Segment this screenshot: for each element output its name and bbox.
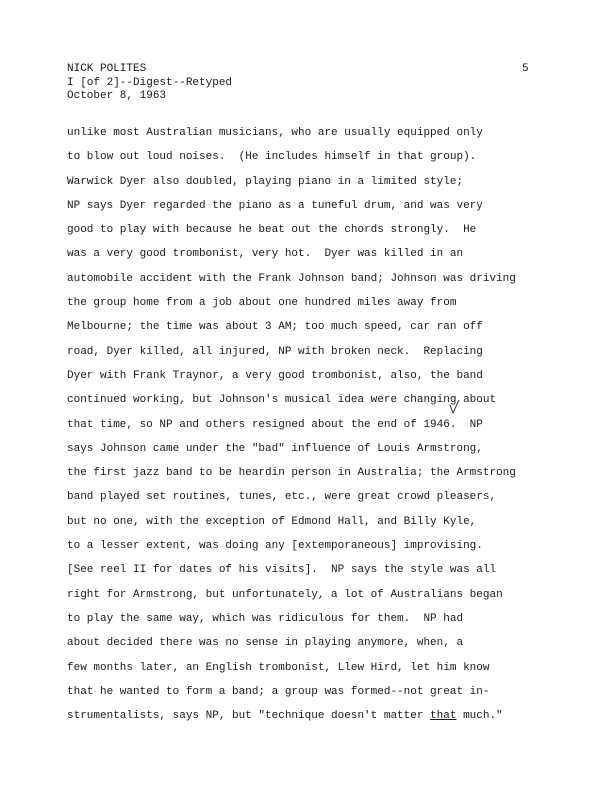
handwritten-correction-mark: [447, 399, 463, 423]
text-line: unlike most Australian musicians, who are usually equipped only: [67, 127, 483, 139]
text-line: band played set routines, tunes, etc., were great crowd pleasers,: [67, 491, 497, 504]
text-line: about decided there was no sense in playing anymore, when, a: [67, 637, 464, 650]
text-line: right for Armstrong, but unfortunately, a lot of Australians began: [67, 588, 503, 601]
text-line: Melbourne; the time was about 3 AM; too much speed, car ran off: [67, 321, 483, 334]
reel-info: I [of 2]--Digest--Retyped: [67, 76, 233, 89]
interviewee-name: NICK POLITES: [67, 63, 147, 75]
text-line: says Johnson came under the "bad" influence of Louis Armstrong,: [67, 442, 483, 455]
text-line: that he wanted to form a band; a group was formed--not great in-: [67, 685, 490, 698]
text-line: was a very good trombonist, very hot. Dyer was killed in an: [67, 248, 464, 261]
text-line: Warwick Dyer also doubled, playing piano in a limited style;: [67, 175, 464, 188]
text-line-last: [67, 704, 612, 728]
text-line: few months later, an English trombonist, Llew Hird, let him know: [67, 661, 490, 674]
text-line: the group home from a job about one hundred miles away from: [67, 297, 457, 310]
page-number: 5: [522, 63, 529, 75]
text-line: NP says Dyer regarded the piano as a tuneful drum, and was very: [67, 199, 483, 212]
text-line: the first jazz band to be heardin person in Australia; the Armstrong: [67, 467, 516, 480]
emphasized-word: that: [430, 710, 457, 723]
last-line-start: strumentalists, says NP, but "technique doesn't matter: [67, 710, 431, 723]
text-line: automobile accident with the Frank Johnson band; Johnson was driving: [67, 272, 516, 285]
text-line: that time, so NP and others resigned about the end of 1946. NP: [67, 418, 483, 431]
text-line: to blow out loud noises. (He includes himself in that group).: [67, 151, 477, 164]
text-line: good to play with because he beat out the chords strongly. He: [67, 224, 477, 237]
text-line: [See reel II for dates of his visits]. NP says the style was all: [67, 564, 497, 577]
text-line: continued working, but Johnson's musical idea were changing about: [67, 394, 497, 407]
interview-date: October 8, 1963: [67, 90, 167, 102]
transcript-body: [67, 121, 612, 728]
text-line: but no one, with the exception of Edmond Hall, and Billy Kyle,: [67, 515, 477, 528]
text-line: Dyer with Frank Traynor, a very good trombonist, also, the band: [67, 369, 483, 382]
text-line: to play the same way, which was ridiculous for them. NP had: [67, 612, 464, 625]
last-line-end: much.": [456, 710, 503, 723]
text-line: road, Dyer killed, all injured, NP with broken neck. Replacing: [67, 345, 483, 358]
text-line: to a lesser extent, was doing any [extemporaneous] improvising.: [67, 540, 483, 553]
page-header: [67, 63, 232, 104]
